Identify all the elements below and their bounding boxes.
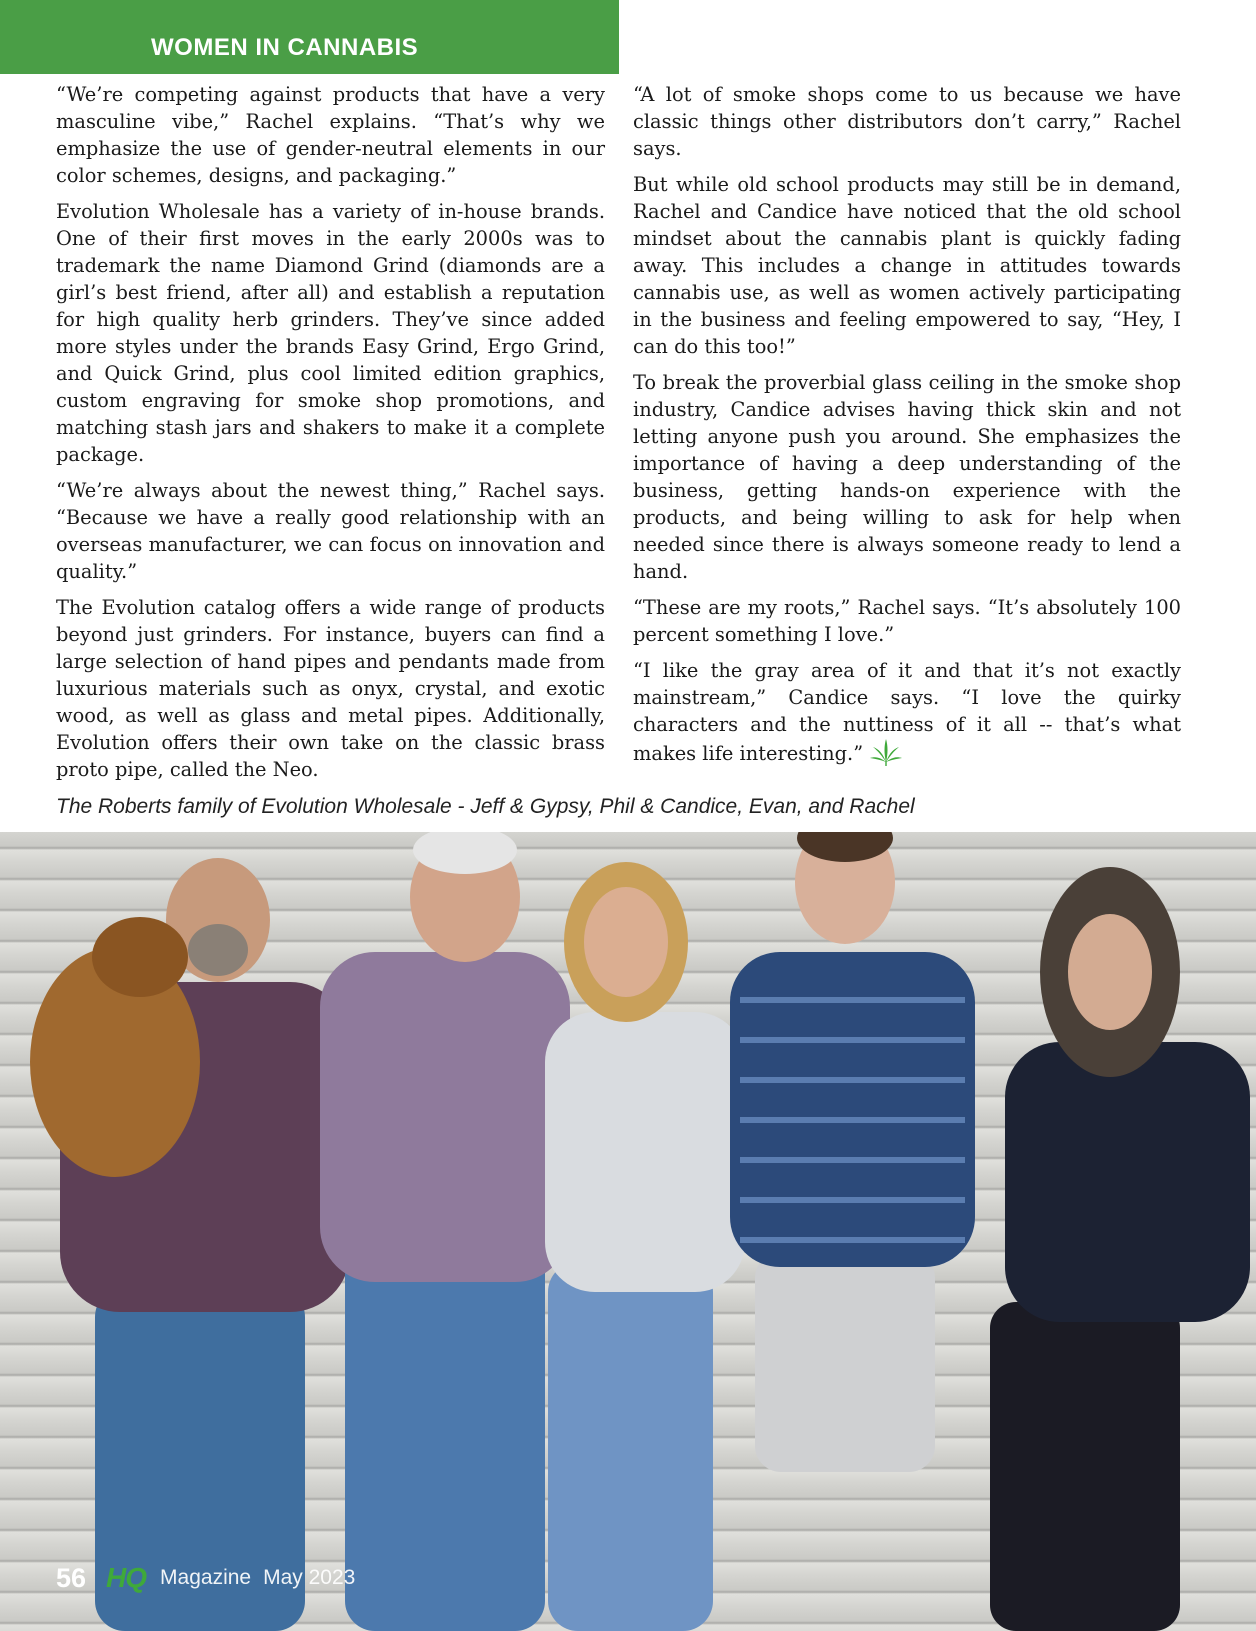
person-figure — [30, 858, 350, 1631]
article-column-left — [56, 81, 605, 792]
person-figure — [320, 832, 570, 1631]
page-footer — [56, 1560, 367, 1596]
article-paragraph: “We’re always about the newest thing,” Rachel says. “Because we have a really good relationship with an overseas manufacturer, we can focus on innovation and quality.” — [56, 479, 605, 583]
article-paragraph: The Evolution catalog offers a wide range of products beyond just grinders. For instance, buyers can find a large selection of hand pipes and pendants made from luxurious materials such as onyx, crystal, and exotic wood, as well as glass and metal pipes. Additionally, Evolution offers their own take on the classic brass proto pipe, called the Neo. — [56, 596, 605, 781]
section-banner — [0, 0, 619, 74]
article-paragraph: But while old school products may still be in demand, Rachel and Candice have noticed that the old school mindset about the cannabis plant is quickly fading away. This includes a change in attitudes towards cannabis use, as well as women actively participating in the business and feeling empowered to say, “Hey, I can do this too!” — [633, 173, 1181, 358]
cannabis-leaf-icon — [869, 738, 903, 773]
page-number: 56 — [56, 1562, 87, 1593]
article-paragraph: Evolution Wholesale has a variety of in-house brands. One of their first moves in the early 2000s was to trademark the name Diamond Grind (diamonds are a girl’s best friend, after all) and establish a reputation for high quality herb grinders. They’ve since added more styles under the brands Easy Grind, Ergo Grind, and Quick Grind, plus cool limited edition graphics, custom engraving for smoke shop promotions, and matching stash jars and shakers to make it a complete package. — [56, 200, 605, 466]
magazine-label: Magazine — [160, 1566, 252, 1589]
article-column-right — [633, 81, 1181, 782]
person-figure — [545, 862, 745, 1631]
article-paragraph: “We’re competing against products that have a very masculine vibe,” Rachel explains. “That’s why we emphasize the use of gender-neutral elements in our color schemes, designs, and packaging.” — [56, 83, 605, 187]
article-paragraph: “A lot of smoke shops come to us because we have classic things other distributors don’t carry,” Rachel says. — [633, 83, 1181, 160]
family-photo — [0, 832, 1256, 1631]
issue-date: May 2023 — [263, 1566, 356, 1589]
hq-logo: HQ — [106, 1562, 147, 1593]
article-paragraph-last — [633, 657, 1181, 773]
person-figure — [990, 867, 1250, 1631]
article-paragraph: To break the proverbial glass ceiling in the smoke shop industry, Candice advises having thick skin and not letting anyone push you around. She emphasizes the importance of having a deep understanding of the business, getting hands-on experience with the products, and being willing to ask for help when needed since there is always someone ready to lend a hand. — [633, 371, 1181, 583]
section-title: WOMEN IN CANNABIS — [151, 34, 419, 61]
photo-caption: The Roberts family of Evolution Wholesale - Jeff & Gypsy, Phil & Candice, Evan, and Rachel — [56, 795, 915, 818]
article-paragraph-text: “I like the gray area of it and that it’s not exactly mainstream,” Candice says. “I love the quirky characters and the nuttiness of it all -- that’s what makes life interesting.” — [633, 659, 1181, 765]
article-paragraph: “These are my roots,” Rachel says. “It’s absolutely 100 percent something I love.” — [633, 596, 1181, 646]
person-figure — [730, 832, 975, 1472]
